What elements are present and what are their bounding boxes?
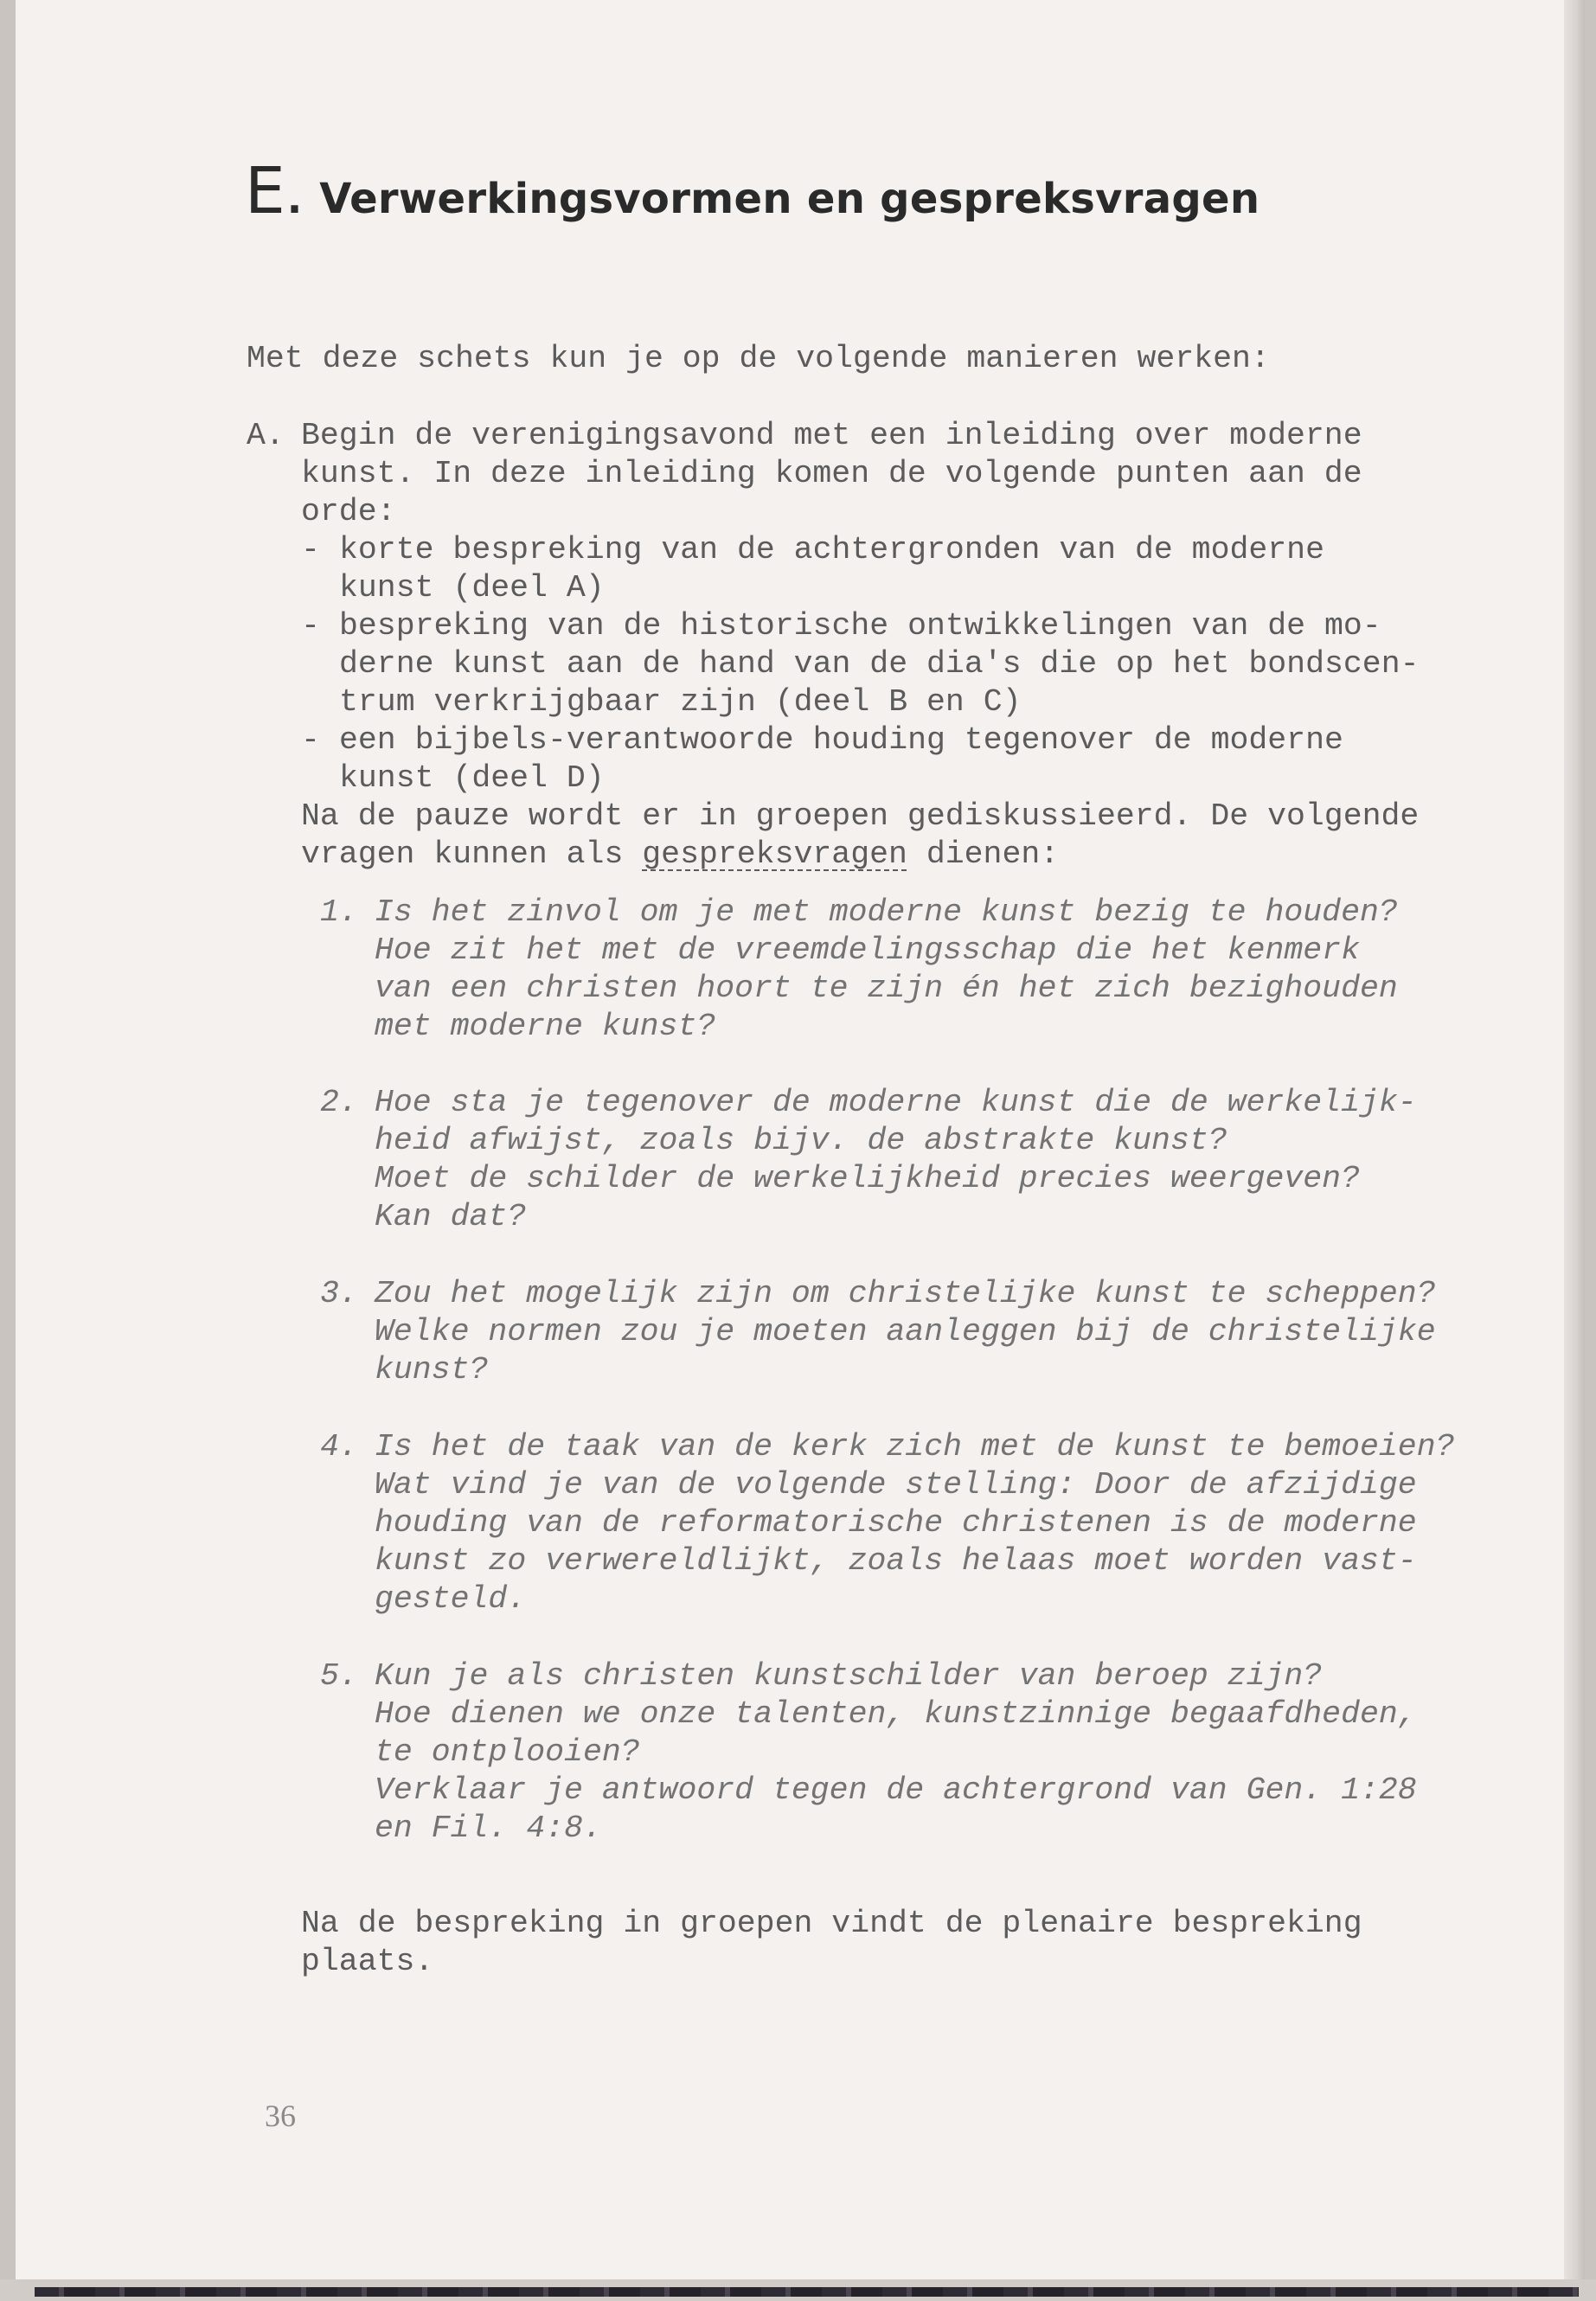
bullet-2-line-2: derne kunst aan de hand van de dia's die op het bondscen- — [339, 646, 1420, 682]
question-1-line-1: Is het zinvol om je met moderne kunst bezig te houden? — [375, 894, 1398, 930]
question-4-line-3: houding van de reformatorische christenen is de moderne — [375, 1505, 1417, 1541]
question-1-line-3: van een christen hoort te zijn én het zich bezighouden — [375, 971, 1398, 1006]
heading-dot: . — [286, 176, 303, 222]
bullet-3-dash: - — [301, 722, 320, 758]
bullet-1-line-1: korte bespreking van de achtergronden van de moderne — [339, 532, 1324, 567]
question-5-line-2: Hoe dienen we onze talenten, kunstzinnige begaafdheden, — [375, 1696, 1417, 1732]
scan-binding-line — [35, 2287, 1579, 2297]
heading-letter: E — [245, 154, 287, 228]
question-3-number: 3. — [320, 1276, 358, 1311]
heading-title: Verwerkingsvormen en gespreksvragen — [319, 175, 1260, 223]
question-2-number: 2. — [320, 1085, 358, 1120]
document-page — [16, 0, 1581, 2279]
question-2-line-1: Hoe sta je tegenover de moderne kunst die de werkelijk- — [375, 1085, 1417, 1120]
question-1-line-4: met moderne kunst? — [375, 1009, 716, 1044]
question-2-line-3: Moet de schilder de werkelijkheid precies weergeven? — [375, 1161, 1360, 1196]
intro-text: Met deze schets kun je op de volgende manieren werken: — [247, 341, 1270, 376]
question-5-line-3: te ontplooien? — [375, 1734, 640, 1770]
bullet-1-line-2: kunst (deel A) — [339, 570, 605, 606]
question-2-line-4: Kan dat? — [375, 1199, 527, 1234]
question-3-line-3: kunst? — [375, 1352, 489, 1388]
question-5-number: 5. — [320, 1658, 358, 1694]
after-pause-pre: vragen kunnen als — [301, 836, 643, 872]
question-3-line-1: Zou het mogelijk zijn om christelijke kunst te scheppen? — [375, 1276, 1436, 1311]
after-pause-line-2 — [301, 836, 1059, 874]
question-1-number: 1. — [320, 894, 358, 930]
section-a-line-3: orde: — [301, 494, 396, 529]
section-a-line-1: Begin de verenigingsavond met een inleiding over moderne — [301, 418, 1362, 453]
bullet-3-line-1: een bijbels-verantwoorde houding tegenover de moderne — [339, 722, 1343, 758]
page-number: 36 — [265, 2099, 296, 2133]
bullet-3-line-2: kunst (deel D) — [339, 760, 605, 796]
bullet-2-line-1: bespreking van de historische ontwikkelingen van de mo- — [339, 608, 1381, 644]
question-4-number: 4. — [320, 1429, 358, 1465]
question-5-line-4: Verklaar je antwoord tegen de achtergrond van Gen. 1:28 — [375, 1772, 1417, 1808]
question-5-line-5: en Fil. 4:8. — [375, 1811, 602, 1846]
question-1-line-2: Hoe zit het met de vreemdelingsschap die het kenmerk — [375, 933, 1360, 968]
question-2-line-2: heid afwijst, zoals bijv. de abstrakte kunst? — [375, 1123, 1227, 1158]
question-4-line-4: kunst zo verwereldlijkt, zoals helaas moet worden vast- — [375, 1543, 1417, 1579]
closing-line-2: plaats. — [301, 1944, 434, 1979]
question-4-line-2: Wat vind je van de volgende stelling: Door de afzijdige — [375, 1467, 1417, 1503]
section-a-marker: A. — [247, 418, 285, 453]
bullet-2-dash: - — [301, 608, 320, 644]
section-a-line-2: kunst. In deze inleiding komen de volgende punten aan de — [301, 456, 1362, 491]
bullet-2-line-3: trum verkrijgbaar zijn (deel B en C) — [339, 684, 1022, 720]
question-5-line-1: Kun je als christen kunstschilder van beroep zijn? — [375, 1658, 1323, 1694]
scan-edge-right — [1564, 0, 1585, 2301]
closing-line-1: Na de bespreking in groepen vindt de plenaire bespreking — [301, 1906, 1362, 1941]
question-4-line-1: Is het de taak van de kerk zich met de kunst te bemoeien? — [375, 1429, 1455, 1465]
question-4-line-5: gesteld. — [375, 1581, 527, 1617]
question-3-line-2: Welke normen zou je moeten aanleggen bij de christelijke — [375, 1314, 1436, 1349]
after-pause-post: dienen: — [907, 836, 1060, 872]
after-pause-line-1: Na de pauze wordt er in groepen gediskussieerd. De volgende — [301, 798, 1420, 834]
gespreksvragen-term: gespreksvragen — [642, 836, 907, 872]
bullet-1-dash: - — [301, 532, 320, 567]
section-heading — [245, 154, 1259, 228]
